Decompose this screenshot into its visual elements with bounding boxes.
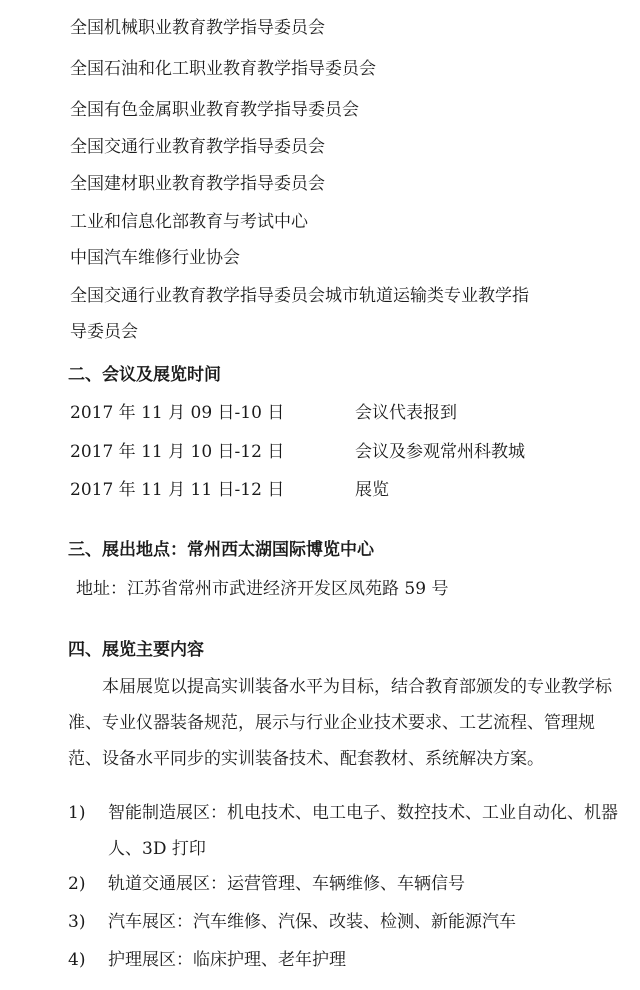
content-intro-paragraph: 本届展览以提高实训装备水平为目标，结合教育部颁发的专业教学标准、专业仪器装备规范，展示与行业企业技术要求、工艺流程、管理规范、设备水平同步的实训装备技术、配套教材、系统解决方案。 (68, 677, 612, 769)
exhibit-item-text: 护理展区：临床护理、老年护理 (108, 950, 346, 970)
schedule-event: 展览 (355, 480, 389, 500)
venue-address: 地址：江苏省常州市武进经济开发区凤苑路 59 号 (76, 579, 449, 599)
organizer-line: 中国汽车维修行业协会 (70, 248, 240, 268)
organizer-line: 工业和信息化部教育与考试中心 (70, 212, 308, 232)
schedule-event: 会议及参观常州科教城 (355, 442, 525, 462)
organizer-line: 导委员会 (70, 322, 138, 342)
schedule-event: 会议代表报到 (355, 403, 457, 423)
schedule-date: 2017 年 11 月 09 日-10 日 (70, 403, 285, 423)
exhibit-item-number: 1) (68, 803, 86, 823)
schedule-date: 2017 年 11 月 11 日-12 日 (70, 480, 285, 500)
organizer-line: 全国有色金属职业教育教学指导委员会 (70, 100, 359, 120)
organizer-line: 全国建材职业教育教学指导委员会 (70, 174, 325, 194)
section-heading-venue: 三、展出地点：常州西太湖国际博览中心 (68, 540, 374, 560)
exhibit-item-text: 汽车展区：汽车维修、汽保、改装、检测、新能源汽车 (108, 912, 516, 932)
section-heading-time: 二、会议及展览时间 (68, 365, 221, 385)
exhibit-item-number: 2) (68, 874, 86, 894)
schedule-date: 2017 年 11 月 10 日-12 日 (70, 442, 285, 462)
organizer-line: 全国石油和化工职业教育教学指导委员会 (70, 59, 376, 79)
exhibit-item-text: 智能制造展区：机电技术、电工电子、数控技术、工业自动化、机器人、3D 打印 (108, 803, 618, 859)
section-heading-content: 四、展览主要内容 (68, 640, 204, 660)
organizer-line: 全国机械职业教育教学指导委员会 (70, 18, 325, 38)
organizer-line: 全国交通行业教育教学指导委员会城市轨道运输类专业教学指 (70, 286, 529, 306)
exhibit-item-text: 轨道交通展区：运营管理、车辆维修、车辆信号 (108, 874, 465, 894)
exhibit-item-number: 4) (68, 950, 86, 970)
organizer-line: 全国交通行业教育教学指导委员会 (70, 137, 325, 157)
exhibit-item-number: 3) (68, 912, 86, 932)
